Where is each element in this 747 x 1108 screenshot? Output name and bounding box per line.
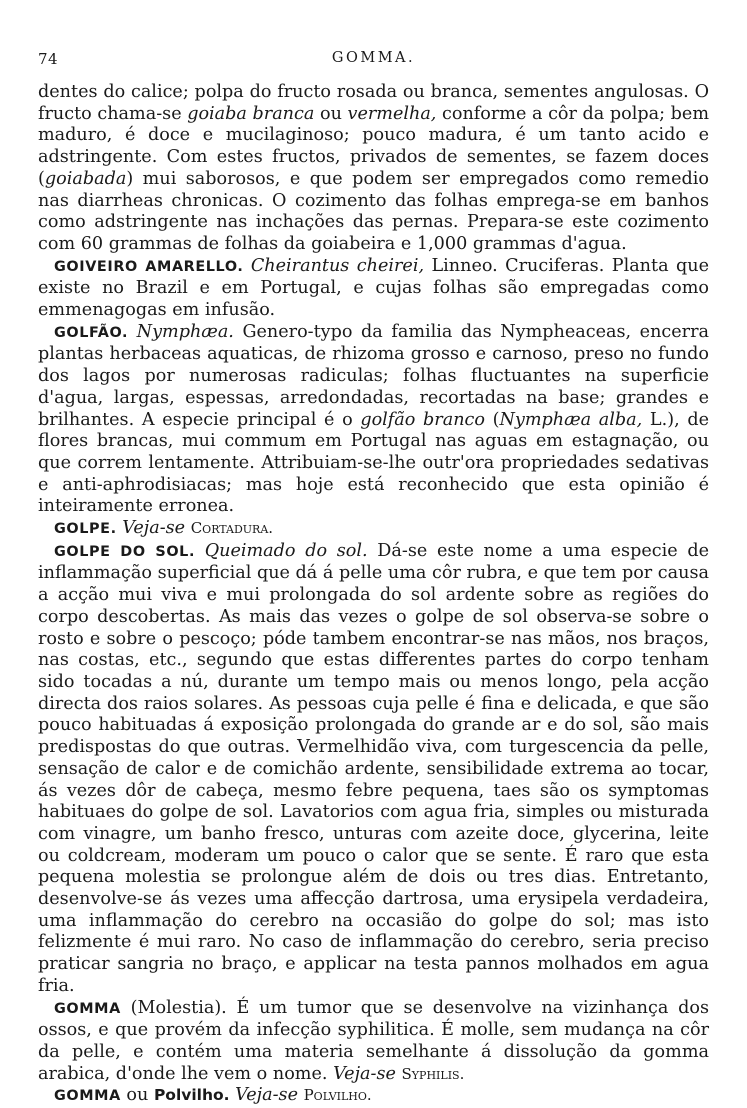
page-body <box>38 82 709 1108</box>
entry-text: conforme a côr da polpa; bem maduro, é doce e mucilaginoso; pouco madura, é um tanto acido e adstringente. Com estes fructos, privados de sementes, se fazem doces ( <box>38 103 710 189</box>
entry-text: ou <box>314 103 348 124</box>
entry-text: ou <box>120 1085 154 1106</box>
entry-text: dentes do calice; polpa do fructo rosada ou branca, sementes angulosas. O fructo chama-se <box>38 82 709 124</box>
entry-text: L.), de flores brancas, mui commum em Portugal nas aguas em estagnação, ou que correm lentamente. Attribuiam-se-lhe outr'ora propriedades sedativas e anti-aphrodisiacas; mas hoje está reconhecido que esta opinião é inteiramente erronea. <box>38 409 709 517</box>
entry-golfao <box>38 322 709 518</box>
italic-term: golfão branco <box>360 409 485 430</box>
entry-headword: GOLPE. <box>54 521 117 538</box>
continued-entry-goiabeira <box>38 82 709 256</box>
cross-reference-target: Cortadura. <box>190 519 274 538</box>
running-title: GOMMA. <box>331 50 416 66</box>
entry-headword: GOLFÃO. <box>54 324 129 341</box>
page-header <box>38 50 709 74</box>
entry-golpe <box>38 518 709 541</box>
italic-term: Nymphæa. <box>136 321 234 342</box>
page-number: 74 <box>38 50 59 68</box>
entry-headword: Polvilho. <box>153 1086 230 1105</box>
cross-reference-target: Syphilis. <box>401 1064 465 1083</box>
entry-headword: GOMMA <box>54 1000 121 1017</box>
italic-term: Nymphæa alba, <box>499 409 643 430</box>
entry-headword: GOIVEIRO AMARELLO. <box>54 258 244 275</box>
entry-text: Dá-se este nome a uma especie de inflammação superficial que dá á pelle uma côr rubra, e que tem por causa a acção mui viva e mui prolongada do sol ardente sobre as regiões do corpo descobertas. As mais das vezes o golpe de sol observa-se sobre o rosto e sobre o pescoço; póde tambem encontrar-se nas mãos, nos braços, nas costas, etc., segundo que estas differentes partes do corpo tenham sido tocadas a nú, durante um tempo mais ou menos longo, pela acção directa dos raios solares. As pessoas cuja pelle é fina e delicada, e que são pouco habituadas á exposição prolongada do grande ar e do sol, são mais predispostas do que outras. Vermelhidão viva, com turgescencia da pelle, sensação de calor e de comichão ardente, sensibilidade extrema ao tocar, ás vezes dôr de cabeça, mesmo febre pequena, taes são os symptomas habituaes do golpe de sol. Lavatorios com agua fria, simples ou misturada com vinagre, um banho fresco, unturas com azeite doce, glycerina, leite ou coldcream, moderam um pouco o calor que se sente. É raro que esta pequena molestia se prolongue além de dois ou tres dias. Entretanto, desenvolve-se ás vezes uma affecção dartrosa, uma erysipela verdadeira, uma inflammação do cerebro na occasião do golpe do sol; mas isto felizmente é mui raro. No caso de inflammação do cerebro, seria preciso praticar sangria no braço, e applicar na testa pannos molhados em agua fria. <box>38 540 709 996</box>
cross-reference-label: Veja-se <box>235 1085 298 1106</box>
entry-text: Linneo. Cruciferas. Planta que existe no Brazil e em Portugal, e cujas folhas são empregadas como emmenagogas em infusão. <box>38 255 710 321</box>
italic-term: Queimado do sol. <box>204 540 368 561</box>
italic-term: vermelha, <box>347 103 437 124</box>
entry-headword: GOMMA <box>54 1088 121 1105</box>
cross-reference-target: Polvilho. <box>303 1086 372 1105</box>
entry-text: ( <box>484 409 500 430</box>
entry-headword: GOLPE DO SOL. <box>54 543 196 560</box>
entry-text: (Molestia). É um tumor que se desenvolve na vizinhança dos ossos, e que provém da infecção syphilitica. É molle, sem mudança na côr da pelle, e contém uma materia semelhante á dissolução da gomma arabica, d'onde lhe vem o nome. <box>38 997 709 1084</box>
entry-text: ) mui saborosos, e que podem ser empregados como remedio nas diarrheas chronicas. O cozimento das folhas emprega-se em banhos como adstringente nas inchações das pernas. Prepara-se este cozimento com 60 grammas de folhas da goiabeira e 1,000 grammas d'agua. <box>38 168 709 254</box>
entry-gomma <box>38 998 709 1086</box>
cross-reference-label: Veja-se <box>333 1063 396 1084</box>
entry-text: Genero-typo da familia das Nympheaceas, encerra plantas herbaceas aquaticas, de rhizoma grosso e carnoso, preso no fundo dos lagos por numerosas radiculas; folhas fluctuantes na superficie d'agua, largas, espessas, arredondadas, recortadas na base; grandes e brilhantes. A especie principal é o <box>38 321 709 430</box>
italic-term: goiaba branca <box>187 103 315 124</box>
entry-gomma-ou-polvilho <box>38 1085 709 1108</box>
entry-golpe-do-sol <box>38 541 709 998</box>
italic-term: Cheirantus cheirei, <box>250 255 425 276</box>
entry-goiveiro-amarello <box>38 256 709 322</box>
cross-reference-label: Veja-se <box>122 518 186 539</box>
italic-term: goiabada <box>44 168 127 189</box>
